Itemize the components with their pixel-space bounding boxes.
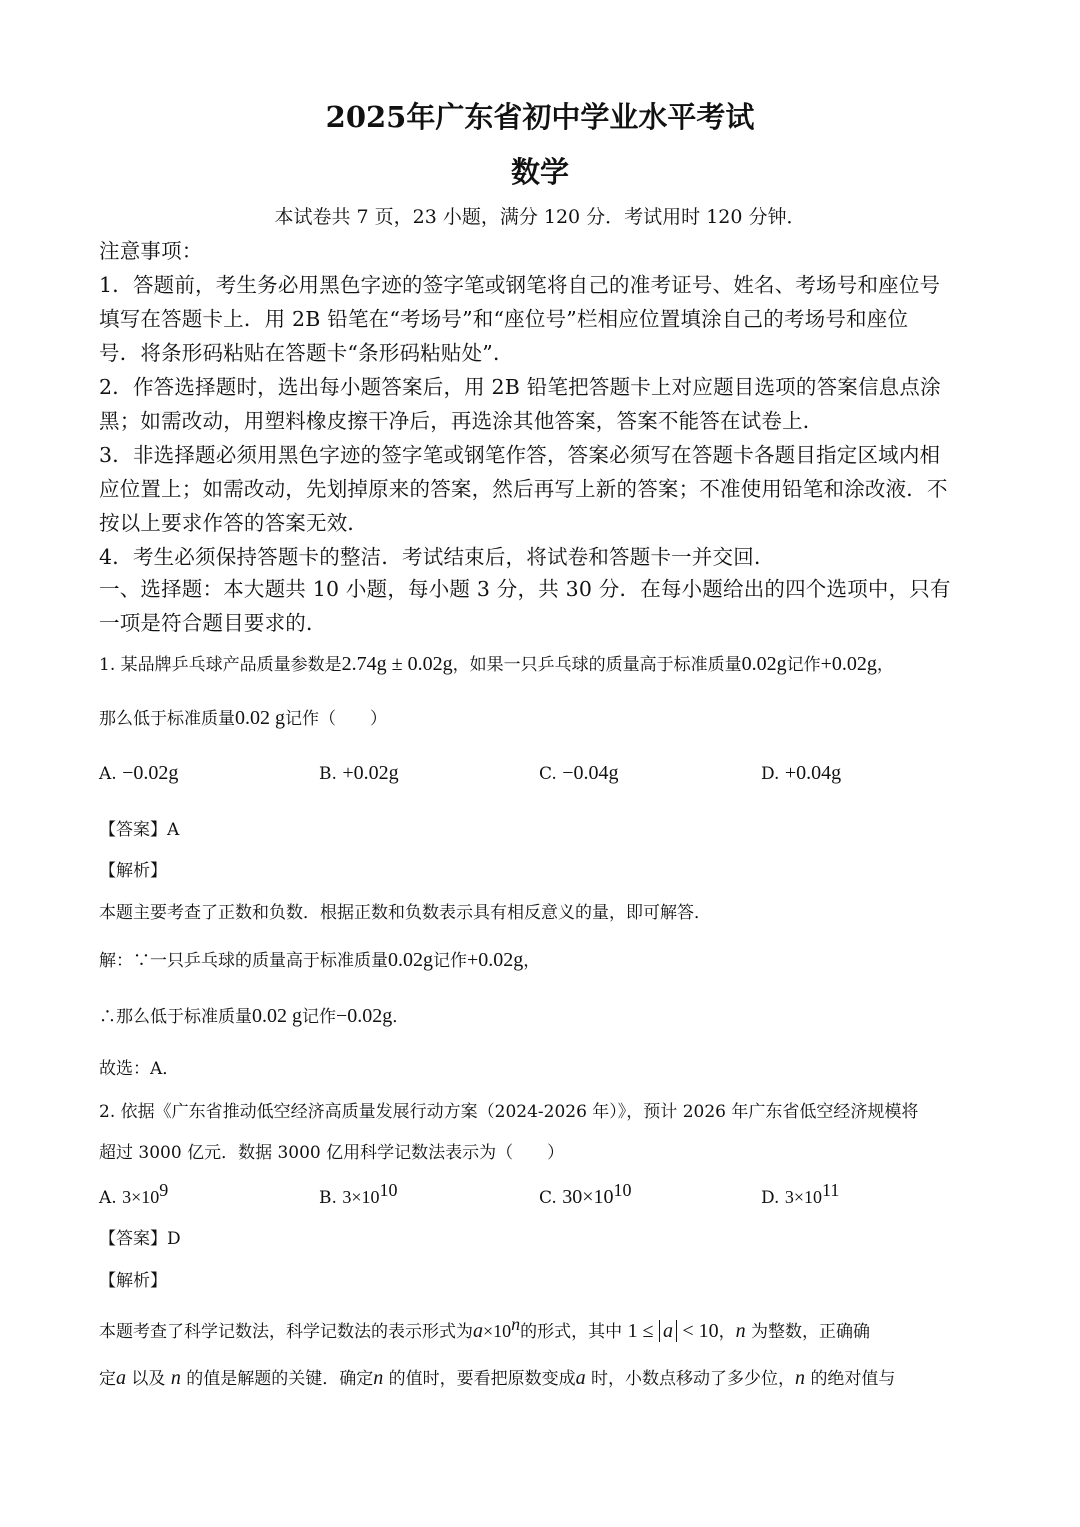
q1-math-spec: 2.74g ± 0.02g xyxy=(341,653,453,675)
notice-line: 1．答题前，考生务必用黑色字迹的签字笔或钢笔将自己的准考证号、姓名、考场号和座位号 xyxy=(99,273,941,297)
notice-line: 填写在答题卡上．用 2B 铅笔在“考场号”和“座位号”栏相应位置填涂自己的考场号和座位 xyxy=(99,307,909,331)
q1-answer: 【答案】A xyxy=(99,820,180,840)
exam-info: 本试卷共 7 页，23 小题，满分 120 分．考试用时 120 分钟． xyxy=(274,206,806,228)
q2-analysis-line2: 定a 以及 n 的值是解题的关键．确定n 的值时，要看把原数变成a 时，小数点移动了多少位，n 的绝对值与 xyxy=(99,1367,896,1389)
q1-stem-line2: 那么低于标准质量0.02 g记作（ ） xyxy=(99,707,387,729)
q1-math-mass: 0.02g xyxy=(741,653,787,675)
notice-heading: 注意事项： xyxy=(99,239,203,263)
section-heading: 一、选择题：本大题共 10 小题，每小题 3 分，共 30 分．在每小题给出的四个选项中，只有 xyxy=(99,577,951,601)
q2-option-c[interactable]: C. $30\times 10^{10}$ xyxy=(539,1180,632,1208)
q1-stem-line1: 1. 某品牌乒乓球产品质量参数是2.74g ± 0.02g，如果一只乒乓球的质量高于标准质量0.02g记作+0.02g， xyxy=(99,653,894,675)
q2-analysis-line1: 本题考查了科学记数法，科学记数法的表示形式为$a\times 10^n$的形式，其中 1 ≤ a < 10，n 为整数，正确确 xyxy=(99,1314,871,1342)
q1-option-d[interactable]: D. +0.04g xyxy=(761,762,842,784)
notice-line: 号．将条形码粘贴在答题卡“条形码粘贴处”． xyxy=(99,341,514,365)
notice-line: 4．考生必须保持答题卡的整洁．考试结束后，将试卷和答题卡一并交回． xyxy=(99,545,775,569)
notice-line: 黑；如需改动，用塑料橡皮擦干净后，再选涂其他答案，答案不能答在试卷上． xyxy=(99,409,824,433)
notice-line: 3．非选择题必须用黑色字迹的签字笔或钢笔作答，答案必须写在答题卡各题目指定区域内相 xyxy=(99,443,941,467)
q2-option-d[interactable]: D. $3\times 10^{11}$ xyxy=(761,1180,840,1208)
notice-line: 应位置上；如需改动，先划掉原来的答案，然后再写上新的答案；不准使用铅笔和涂改液．不 xyxy=(99,477,948,501)
subject-title: 数学 xyxy=(510,155,569,189)
exam-title: 2025年广东省初中学业水平考试 xyxy=(325,100,755,134)
q1-option-a[interactable]: A. −0.02g xyxy=(99,762,179,784)
q2-stem-line1: 2. 依据《广东省推动低空经济高质量发展行动方案（2024-2026 年）》，预计 2026 年广东省低空经济规模将 xyxy=(99,1102,919,1122)
q2-option-a[interactable]: A. $3\times 10^9$ xyxy=(99,1180,169,1208)
q1-choose: 故选：A． xyxy=(99,1059,180,1079)
q2-option-b[interactable]: B. $3\times 10^{10}$ xyxy=(319,1180,398,1208)
q1-analysis-label: 【解析】 xyxy=(99,861,167,881)
q1-solution-line1: 解：∵一只乒乓球的质量高于标准质量0.02g记作+0.02g， xyxy=(99,949,541,971)
q1-option-b[interactable]: B. +0.02g xyxy=(319,762,399,784)
section-heading-cont: 一项是符合题目要求的． xyxy=(99,611,327,635)
q1-math-mass: 0.02 g xyxy=(235,707,285,729)
q1-math-positive: +0.02g xyxy=(820,653,877,675)
q2-answer: 【答案】D xyxy=(99,1229,181,1249)
q2-analysis-label: 【解析】 xyxy=(99,1271,167,1291)
q1-option-c[interactable]: C. −0.04g xyxy=(539,762,619,784)
notice-line: 按以上要求作答的答案无效． xyxy=(99,511,369,535)
q1-solution-line2: ∴那么低于标准质量0.02 g记作−0.02g． xyxy=(99,1005,410,1027)
q1-analysis-text: 本题主要考查了正数和负数．根据正数和负数表示具有相反意义的量，即可解答． xyxy=(99,903,711,923)
notice-line: 2．作答选择题时，选出每小题答案后，用 2B 铅笔把答题卡上对应题目选项的答案信息点涂 xyxy=(99,375,941,399)
q2-stem-line2: 超过 3000 亿元．数据 3000 亿用科学记数法表示为（ ） xyxy=(99,1143,565,1163)
